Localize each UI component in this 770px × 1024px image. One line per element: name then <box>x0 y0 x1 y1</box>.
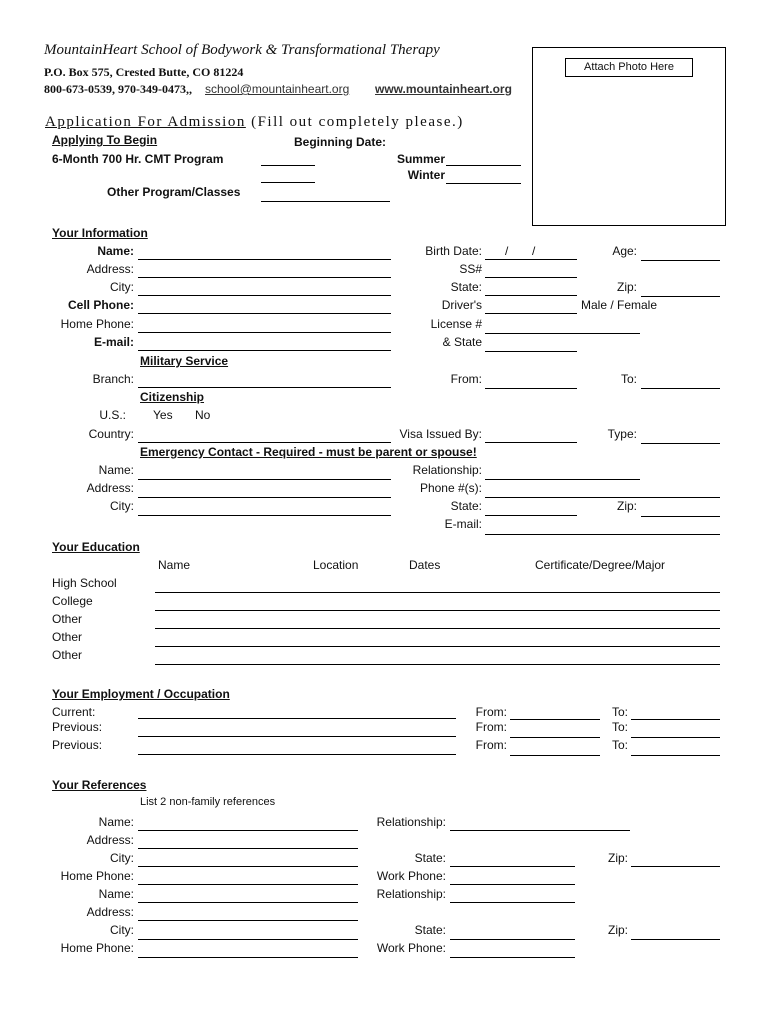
ref-state-label: State: <box>414 851 446 865</box>
age-label: Age: <box>612 244 637 258</box>
edu-row-label: Other <box>52 648 83 662</box>
drivers-label: Driver's <box>441 298 482 312</box>
cell-phone-line[interactable] <box>138 313 391 314</box>
ref-home-phone-label: Home Phone: <box>60 869 134 883</box>
emergency-address-line[interactable] <box>138 497 391 498</box>
country-line[interactable] <box>138 442 391 443</box>
ref-work-phone-line[interactable] <box>450 957 575 958</box>
school-address: P.O. Box 575, Crested Butte, CO 81224 <box>44 65 244 79</box>
emp-from-label: From: <box>475 720 507 734</box>
ref-work-phone-label: Work Phone: <box>376 941 446 955</box>
ref-zip-label: Zip: <box>607 923 628 937</box>
info-heading: Your Information <box>52 226 148 240</box>
state-label: State: <box>450 280 482 294</box>
age-line[interactable] <box>641 260 720 261</box>
visa-line[interactable] <box>485 442 577 443</box>
license-state-line[interactable] <box>485 351 577 352</box>
application-instruction: (Fill out completely please.) <box>251 114 464 130</box>
references-note: List 2 non-family references <box>140 796 276 808</box>
home-phone-label: Home Phone: <box>60 317 134 331</box>
ref-address-label: Address: <box>86 833 134 847</box>
edu-row-label: Other <box>52 630 83 644</box>
emp-from-label: From: <box>475 705 507 719</box>
ref-state-label: State: <box>414 923 446 937</box>
emergency-name-label: Name: <box>98 463 134 477</box>
emp-to-line[interactable] <box>631 737 720 738</box>
visa-label: Visa Issued By: <box>399 427 482 441</box>
emergency-zip-line[interactable] <box>641 516 720 517</box>
ref-state-line[interactable] <box>450 866 575 867</box>
program-line-2[interactable] <box>261 182 315 183</box>
birth-date-line[interactable] <box>485 259 577 260</box>
applying-to-begin: Applying To Begin <box>52 133 158 147</box>
relationship-line[interactable] <box>485 479 640 480</box>
school-phones: 800-673-0539, 970-349-0473,, <box>44 82 192 96</box>
state-line[interactable] <box>485 295 577 296</box>
branch-line[interactable] <box>138 387 391 388</box>
emergency-email-label: E-mail: <box>444 517 482 531</box>
school-name: MountainHeart School of Bodywork & Transformational Therapy <box>44 42 440 58</box>
summer-label: Summer <box>396 152 445 166</box>
ref-work-phone-line[interactable] <box>450 884 575 885</box>
ref-name-label: Name: <box>98 815 134 829</box>
ref-home-phone-line[interactable] <box>138 957 358 958</box>
license-state-label: & State <box>442 335 482 349</box>
phone-s-label: Phone #(s): <box>419 481 482 495</box>
emp-from-line[interactable] <box>510 755 600 756</box>
ref-relationship-label: Relationship: <box>376 887 446 901</box>
visa-type-label: Type: <box>607 427 637 441</box>
ref-home-phone-label: Home Phone: <box>60 941 134 955</box>
employment-heading: Your Employment / Occupation <box>52 687 230 701</box>
military-to-label: To: <box>620 372 637 386</box>
ref-work-phone-label: Work Phone: <box>376 869 446 883</box>
birth-date-slash-1: / <box>505 244 509 258</box>
cell-phone-label: Cell Phone: <box>67 298 134 312</box>
ref-zip-line[interactable] <box>631 866 720 867</box>
emp-to-line[interactable] <box>631 755 720 756</box>
emp-from-line[interactable] <box>510 719 600 720</box>
city-label: City: <box>110 280 134 294</box>
phone-s-line[interactable] <box>485 497 720 498</box>
other-program-label: Other Program/Classes <box>107 185 241 199</box>
male-female-label[interactable]: Male / Female <box>581 298 658 312</box>
edu-row-line[interactable] <box>155 610 720 611</box>
edu-row-line[interactable] <box>155 592 720 593</box>
ss-line[interactable] <box>485 277 577 278</box>
city-line[interactable] <box>138 295 391 296</box>
branch-label: Branch: <box>92 372 134 386</box>
ref-zip-line[interactable] <box>631 939 720 940</box>
beginning-date-label: Beginning Date: <box>294 135 386 149</box>
application-title-row <box>45 114 464 131</box>
ref-relationship-line[interactable] <box>450 902 575 903</box>
birth-date-label: Birth Date: <box>425 244 482 258</box>
citizenship-no[interactable]: No <box>195 408 211 422</box>
emergency-name-line[interactable] <box>138 479 391 480</box>
military-to-line[interactable] <box>641 388 720 389</box>
edu-row-label: High School <box>52 576 117 590</box>
ref-name-line[interactable] <box>138 830 358 831</box>
ref-city-line[interactable] <box>138 939 358 940</box>
emergency-city-label: City: <box>110 499 134 513</box>
address-label: Address: <box>86 262 134 276</box>
application-title: Application For Admission <box>45 114 246 130</box>
emergency-city-line[interactable] <box>138 515 391 516</box>
photo-label: Attach Photo Here <box>565 58 693 77</box>
zip-line[interactable] <box>641 296 720 297</box>
winter-line[interactable] <box>446 183 521 184</box>
education-heading: Your Education <box>52 540 140 554</box>
citizenship-heading: Citizenship <box>140 390 205 404</box>
employment-current-line[interactable] <box>138 718 456 719</box>
edu-col-name: Name <box>158 558 191 572</box>
emergency-state-label: State: <box>450 499 482 513</box>
ref-name-line[interactable] <box>138 902 358 903</box>
ref-relationship-label: Relationship: <box>376 815 446 829</box>
email-line[interactable] <box>138 350 391 351</box>
edu-col-location: Location <box>313 558 359 572</box>
home-phone-line[interactable] <box>138 332 391 333</box>
edu-row-label: College <box>52 594 93 608</box>
emp-from-label: From: <box>475 738 507 752</box>
military-from-line[interactable] <box>485 388 577 389</box>
us-label: U.S.: <box>99 408 126 422</box>
edu-row-line[interactable] <box>155 646 720 647</box>
edu-col-cert: Certificate/Degree/Major <box>535 558 666 572</box>
ref-name-label: Name: <box>98 887 134 901</box>
references-heading: Your References <box>52 778 147 792</box>
employment-previous-line[interactable] <box>138 736 456 737</box>
edu-row-line[interactable] <box>155 628 720 629</box>
summer-line[interactable] <box>446 165 521 166</box>
ss-label: SS# <box>459 262 482 276</box>
ref-city-label: City: <box>110 923 134 937</box>
country-label: Country: <box>88 427 134 441</box>
edu-col-dates: Dates <box>409 558 441 572</box>
military-heading: Military Service <box>140 354 229 368</box>
ref-city-line[interactable] <box>138 866 358 867</box>
other-program-line[interactable] <box>261 201 390 202</box>
program-label: 6-Month 700 Hr. CMT Program <box>52 152 224 166</box>
program-line[interactable] <box>261 165 315 166</box>
drivers-line[interactable] <box>485 313 577 314</box>
edu-row-label: Other <box>52 612 83 626</box>
emergency-zip-label: Zip: <box>616 499 637 513</box>
ref-address-label: Address: <box>86 905 134 919</box>
emp-from-line[interactable] <box>510 737 600 738</box>
emp-to-line[interactable] <box>631 719 720 720</box>
employment-previous-label: Previous: <box>52 720 103 734</box>
ref-relationship-line[interactable] <box>450 830 630 831</box>
emp-to-label: To: <box>611 738 628 752</box>
visa-type-line[interactable] <box>641 443 720 444</box>
ref-city-label: City: <box>110 851 134 865</box>
emergency-address-label: Address: <box>86 481 134 495</box>
military-from-label: From: <box>450 372 482 386</box>
birth-date-slash-2: / <box>532 244 536 258</box>
school-email-link[interactable]: school@mountainheart.org <box>205 82 350 96</box>
name-line[interactable] <box>138 259 391 260</box>
email-label: E-mail: <box>93 335 134 349</box>
ref-zip-label: Zip: <box>607 851 628 865</box>
address-line[interactable] <box>138 277 391 278</box>
name-label: Name: <box>97 244 134 258</box>
zip-label: Zip: <box>616 280 637 294</box>
employment-current-label: Current: <box>52 705 96 719</box>
license-line[interactable] <box>485 333 640 334</box>
emp-to-label: To: <box>611 705 628 719</box>
employment-previous-label-2: Previous: <box>52 738 103 752</box>
emergency-state-line[interactable] <box>485 515 577 516</box>
ref-address-line[interactable] <box>138 920 358 921</box>
emp-to-label: To: <box>611 720 628 734</box>
citizenship-yes[interactable]: Yes <box>153 408 173 422</box>
relationship-label: Relationship: <box>412 463 482 477</box>
ref-address-line[interactable] <box>138 848 358 849</box>
emergency-email-line[interactable] <box>485 534 720 535</box>
ref-state-line[interactable] <box>450 939 575 940</box>
emergency-heading: Emergency Contact - Required - must be parent or spouse! <box>140 445 477 459</box>
ref-home-phone-line[interactable] <box>138 884 358 885</box>
license-label: License # <box>430 317 482 331</box>
winter-label: Winter <box>407 168 445 182</box>
school-website-link[interactable]: www.mountainheart.org <box>375 82 512 96</box>
employment-previous-line-2[interactable] <box>138 754 456 755</box>
edu-row-line[interactable] <box>155 664 720 665</box>
